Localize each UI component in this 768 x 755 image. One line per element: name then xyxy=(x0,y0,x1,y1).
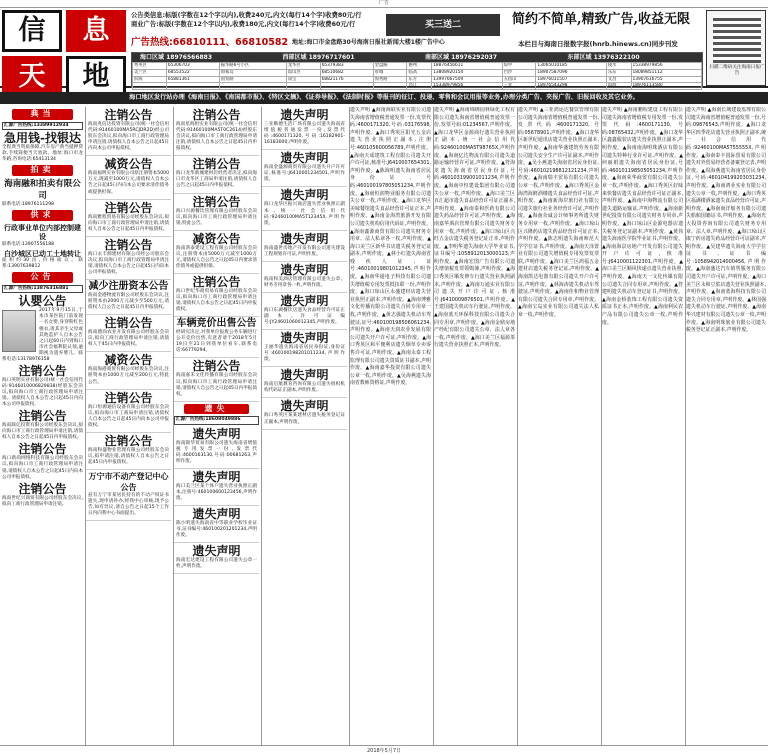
district-cell: 文昌 xyxy=(606,76,631,83)
column-notices-2 xyxy=(173,107,259,745)
rate-line: 公告类信息:标版(字数在12个字以内),收费240元,内文(每行14个字)收费80元/行 xyxy=(131,12,362,19)
notice-body: 海南启航教育咨询有限公司遗失组织机构代码证正副本,声明作废。 xyxy=(264,382,345,394)
district-cell: 海甸岛 xyxy=(219,69,286,76)
notice-body: 海南嘉禾文化传播有限公司经股东会决议,拟向海口市工商行政管理局申请注销,请债权人自公告之日起45日内申报债权。 xyxy=(176,373,257,397)
district-cell xyxy=(219,83,286,90)
notice-body: 海口龙华区振兴商店遗失营业执照正副本,统一社会信用代码:92460100MA5T12345X,声明作废。 xyxy=(264,202,345,226)
ad-body: 联系电话:13907556188 xyxy=(2,241,55,247)
ad-hotline: 汇源广告热线:18608049886 xyxy=(174,416,259,424)
district-grid xyxy=(132,62,702,90)
district-cell: 18976113580 xyxy=(631,83,702,90)
logo-char: 息 xyxy=(66,10,126,52)
district-cell: 府城 xyxy=(373,69,407,76)
issue-date: 2018年5月7日 xyxy=(0,745,768,755)
district-cell: 乐东 xyxy=(606,69,631,76)
section-header: 公告 xyxy=(12,272,73,283)
notice-title: 注销公告 xyxy=(104,108,153,122)
qr-code-icon xyxy=(713,15,761,63)
district-header: 东部区域 13976322100 xyxy=(567,54,640,61)
notice-title: 车辆竞价出售公告 xyxy=(176,318,257,330)
district-cell: 13065010185 xyxy=(536,63,606,70)
address: 地址:海口市金盘路30号海南日报社新闻大楼1楼广告中心 xyxy=(292,39,445,46)
district-cell: 琼山区 xyxy=(286,69,320,76)
rate-line: 商业广告:标版(字数在12个字以内),收费180元,内文(每行14个字)收费60元/行 xyxy=(131,21,356,29)
district-cell: 金盘路 xyxy=(373,63,407,70)
district-cell: 琼中 xyxy=(502,63,536,70)
notice-title: 注销公告 xyxy=(104,390,153,405)
district-cell: 陵水 xyxy=(606,63,631,70)
notice-title: 注销公告 xyxy=(104,433,153,448)
district-row xyxy=(133,83,702,90)
notice-title: 注销公告 xyxy=(104,200,153,215)
section-header: 拍卖 xyxy=(12,165,73,176)
notice-body: 海口龙华新城建材店经营者决定,拟向海口市龙华区工商局申请注销,请债权人自公告之日起45日内申报债权。 xyxy=(176,171,257,189)
notice-title: 遗失声明 xyxy=(192,469,241,484)
district-cell: 临高 xyxy=(407,69,432,76)
notice-body: 海南德尚农业开发有限公司经股东会决议,拟向工商行政管理局申请注销,请债权人于45日内申报债权。 xyxy=(88,330,169,348)
notice-body: 海南和美酒店管理有限公司遗失公章、财务专用章各一枚,声明作废。 xyxy=(264,276,345,288)
district-cell: 13907616755 xyxy=(631,76,702,83)
column-lost-6 xyxy=(685,107,766,745)
notice-title: 遗失声明 xyxy=(280,293,329,308)
notice-title: 注销公告 xyxy=(18,363,67,378)
ad-body: 面积约30亩,价格面议。联系:13907639812 xyxy=(2,258,83,270)
notice-title: 注销公告 xyxy=(104,237,153,252)
district-cell: 美兰区 xyxy=(133,69,167,76)
ad-title: 白沙城区已动工土地转让 xyxy=(4,248,81,258)
page-section-label: 广告 xyxy=(0,0,768,8)
qr-caption: 扫描二维码关注海南日报广告 xyxy=(709,65,765,76)
district-cell: 13997667509 xyxy=(432,76,502,83)
district-cell: 68821176 xyxy=(320,76,373,83)
notice-body: 海南联亿投资有限公司经股东会决议,拟向海口市工商行政管理局申请注销,请债权人自本公告之日起45日内申报债权。 xyxy=(2,423,83,441)
notice-body: 海口美兰区某个体户遗失营业执照正副本,注册号:460100600123456,声明作废。 xyxy=(176,483,257,502)
notice-title: 减资公告 xyxy=(104,353,153,368)
district-cell: 68553522 xyxy=(166,69,219,76)
notice-title: 注销公告 xyxy=(18,481,67,496)
district-cell: 三亚 xyxy=(502,83,536,90)
notice-title: 减资公告 xyxy=(104,157,153,172)
notice-body: 海南盛世房地产开发有限公司遗失建设工程规划许可证,声明作废。 xyxy=(264,245,345,257)
district-cell: 18876456611 xyxy=(432,63,502,70)
ad-hotline: 汇源广告热线:13876316881 xyxy=(2,285,83,293)
district-cell: 五指山 xyxy=(502,76,536,83)
notice-title: 认婴公告 xyxy=(18,294,67,309)
district-cell xyxy=(373,83,407,90)
district-cell: 南宝 xyxy=(286,76,320,83)
notice-body: 海南金盛源商贸有限公司遗失开户许可证,核准号:J6410001234501,声明作废。 xyxy=(264,165,345,183)
ad-body: 联系电话:18976111298 xyxy=(2,201,55,207)
district-cell: 振华路6号小区 xyxy=(219,63,286,70)
notice-title: 减少注册资本公告 xyxy=(88,281,169,292)
column-lost-1 xyxy=(261,107,347,745)
district-cell: 68510682 xyxy=(320,69,373,76)
ad-title: 行政事业单位内部控制建设 xyxy=(4,222,81,242)
notice-list: 遗失声明 ▲三亚鸿运达餐饮管理有限公司遗失海南省增值税普通发票一份,发票代码:4600171320,号码:05678901,声明作废。▲海口龙华区新世纪通讯店遗失营业执照正副本,声明作废。▲海南华盛建筑劳务有限公司遗失安全生产许可证副本,声明作废。▲吴小燕遗失海南省居民身份证,号码:460102198812121234,声明作废。▲海南瑞丰贸易有限公司遗失公章一枚,声明作废。▲海口秀英区金海湾海鲜酒楼遗失食品经营许可证,声明作废。▲海南新海岸旅行社有限公司遗失旅行社业务经营许可证,声明作废。▲海南众诚会计师事务所遗失财务专用章一枚,声明作废。▲海口琼山区兴隆药店遗失药品经营许可证正本,声明作废。▲陈志明遗失海南师范大学学位证书,声明作废。▲海南天泽置业有限公司遗失增值税专用发票发票联,声明作废。▲海口美兰区鸿福五金建材店遗失税务登记证,声明作废。▲海南凯达电器有限公司遗失开户许可证,声明作废。▲林海涛遗失机动车驾驶证,声明作废。▲海南佳和物业管理有限公司遗失合同专用章,声明作废。▲海南宝岛实业有限公司遗失法人私章一枚,声明作废。 xyxy=(518,107,599,319)
notice-body: 海口世纪华商贸易有限公司经股东会决议,拟向海口市工商行政管理局申请注销,请债权人自本公告之日起45日内申报债权。 xyxy=(176,288,257,313)
notice-title: 遗失声明 xyxy=(280,231,329,246)
notice-body: 海南宏达建设工程有限公司遗失公章一枚,声明作废。 xyxy=(176,558,257,570)
notice-title: 注销公告 xyxy=(192,194,241,209)
column-lost-2 xyxy=(349,107,431,745)
column-lost-3 xyxy=(433,107,515,745)
notice-title: 遗失声明 xyxy=(280,108,329,122)
district-cell: 15338979856 xyxy=(631,63,702,70)
notice-list: 遗失声明 ▲海南鹏程建设工程有限公司遗失海南省增值税专用发票一份,发票代码:4600171130,号码:08765432,声明作废。▲海口龙华区鑫鑫服装店遗失营业执照正副本,声明作废。▲海南南海明珠酒店有限公司遗失特种行业许可证,声明作废。▲何丽娟遗失海南省居民身份证,号码:460101198505051234,声明作废。▲海南荣华商贸有限公司遗失公章一枚,声明作废。▲海口秀英区好味来快餐店遗失食品经营许可证正副本,声明作废。▲海南中海物流有限公司遗失道路运输证,声明作废。▲海南新世纪投资有限公司遗失财务专用章,声明作废。▲海口琼山区金源电器店遗失税务登记证副本,声明作废。▲黄伟遗失海南医学院毕业证书,声明作废。▲海南海景房地产开发有限公司遗失开户许可证,核准号:J6410001122301,声明作废。▲海口美兰区顺风快递点遗失营业执照,声明作废。▲海南天一文化传媒有限公司遗失合同专用章,声明作废。▲符建明遗失机动车登记证书,声明作废。▲海南金桥装饰工程有限公司遗失资质证书正本,声明作废。▲海南利民农产品有限公司遗失公章一枚,声明作废。 xyxy=(602,107,683,326)
district-cell: 滨海 xyxy=(133,76,167,83)
district-table xyxy=(131,52,703,88)
district-cell: 儋州 xyxy=(407,63,432,70)
district-cell xyxy=(320,83,373,90)
infant-photo xyxy=(2,310,36,352)
district-cell: 龙华区 xyxy=(286,63,320,70)
notice-body: 海口英明实业有限公司(统一社会信用代码:9146010006829838)经股东会决议,拟向海口市工商行政管理局申请注销。请债权人自本公告之日起45日内向本公司申报债权。 xyxy=(2,377,83,408)
district-cell: 18976543298 xyxy=(536,83,606,90)
column-notices-1 xyxy=(85,107,171,745)
notice-title: 注销公告 xyxy=(192,359,241,374)
district-header: 西部区域 18976717601 xyxy=(282,54,355,61)
district-row xyxy=(133,63,702,70)
notice-list: 遗失声明 ▲海南长城建设监理有限公司遗失海南省增值税普通发票一份,号码:09876543,声明作废。▲海口龙华区四季花店遗失营业执照正副本,统一社会信用代码:92460100MA5T55555X,声明作废。▲海南泰丰国际贸易有限公司遗失对外贸易经营者备案登记表,声明作废。▲周海燕遗失海南省居民身份证,号码:460104199203031234,声明作废。▲海南鸿业实业有限公司遗失公章一枚,声明作废。▲海口秀英区福满楼酒家遗失食品经营许可证,声明作废。▲海南南洋船务有限公司遗失船舶国籍证书,声明作废。▲海南光大投资咨询有限公司遗失财务专用章、法人章,声明作废。▲海口琼山区康宁药房遗失药品经营许可证副本,声明作废。▲吴建华遗失海南大学学位证书,证书编号:1058942014000456,声明作废。▲海南盛达汽车销售服务有限公司遗失开户许可证,声明作废。▲海口美兰区永和豆浆店遗失营业执照副本,声明作废。▲海南蓝海科技有限公司遗失合同专用章,声明作废。▲林国强遗失机动车行驶证,声明作废。▲海南华兴建材有限公司遗失公章一枚,声明作废。▲海南明珠旅业有限公司遗失税务登记证正副本,声明作废。 xyxy=(686,107,766,334)
notice-list: 遗失声明 ▲海南锦绣园林绿化工程有限公司遗失海南省增值税普通发票一份,发票号码:01234567,声明作废。▲海口龙华区金源商行遗失营业执照正副本,统一社会信用代码:92460100MA5T98765X,声明作废。▲海南亿达物流有限公司遗失道路运输经营许可证,声明作废。▲符海龙遗失海南省居民身份证,号码:460103199001011234,声明作废。▲海南中恒建设集团有限公司遗失公章一枚,声明作废。▲海口美兰区百汇超市遗失食品经营许可证正副本,声明作废。▲海南泰和医药有限公司遗失药品经营许可证,声明作废。▲海南嘉华酒店管理有限公司遗失财务专用章一枚,声明作废。▲海口琼山区兴旺五金店遗失税务登记证正本,声明作废。▲李明华遗失海南大学毕业证书,证书编号:1058912013000123,声明作废。▲海南宏图广告有限公司遗失增值税发票领购簿,声明作废。▲海口秀英区顺发修车行遗失营业执照副本,声明作废。▲海南万通实业有限公司遗失开户许可证,核准号:J6410009876501,声明作废。▲王建国遗失机动车行驶证,声明作废。▲海南蓝天环保科技有限公司遗失合同专用章,声明作废。▲海南金鼎房地产经纪有限公司遗失公章、法人章各一枚,声明作废。▲海口美兰区福源茶行遗失营业执照正本,声明作废。 xyxy=(434,107,515,349)
notice-title: 注销公告 xyxy=(192,157,241,172)
district-cell xyxy=(166,83,219,90)
notice-body: 海口永丰源建材有限公司经公司股东会决议,拟向海口市工商行政管理局申请注销,请债权人自本公告之日起45日内向本公司申报债权。 xyxy=(88,251,169,275)
notice-body: 海南福明实业有限公司原注册资本5000万元,现减至1000万元,请债权人自本公告之日起45日内向本公司要求清偿债务或提供担保。 xyxy=(88,171,169,195)
promo-badge: 买三送二 xyxy=(386,14,500,36)
notice-title: 遗失声明 xyxy=(192,426,241,441)
district-cell xyxy=(133,83,167,90)
distribution-banner: 海口地区发行站办理《海南日报》、《南国都市报》、《特区文摘》、《证券导报》、《法制时报》等报刊的征订、投递、零售和会议用报等业务,办理分类广告、夹报广告、旧报回收及其它业务。 xyxy=(0,92,768,104)
notice-title: 遗失声明 xyxy=(280,399,329,414)
ad-title: 海南融和拍卖有限公司 xyxy=(4,178,81,201)
district-cell: 东方 xyxy=(407,76,432,83)
notice-body: 海南世纪兴商贸有限公司经股东会决议,拟向工商行政管理局申请注销。 xyxy=(2,495,83,507)
district-header: 南部区域 18976292037 xyxy=(425,54,498,61)
notice-title: 遗失声明 xyxy=(192,544,241,559)
notice-title: 遗失声明 xyxy=(192,507,241,522)
slogan: 简约不简单,精致广告,收益无限 xyxy=(512,12,691,27)
district-cell: 65379383 xyxy=(320,63,373,70)
notice-title: 遗失声明 xyxy=(280,188,329,203)
ad-hotline: 汇源广告热线:13389912934 xyxy=(2,122,83,130)
ad-title: 急用钱-找银达 xyxy=(4,130,81,145)
district-cell: 18907587096 xyxy=(536,69,606,76)
notice-body: 海口兴源餐饮管理有限公司经股东会决议,拟向海口市工商行政管理局申请注销,特此公告。 xyxy=(176,208,257,226)
notice-list: 遗失声明 ▲海南海联实业有限公司遗失海南省增值税普通发票一份,发票代码:4600171320,号码:03176598,声明作废。▲海口秀英区阳光五金店遗失营业执照正副本,注册号:460105600056789,声明作废。▲海南天成建筑工程有限公司遗失开户许可证,核准号:J6410007654301,声明作废。▲陈海明遗失海南省居民身份证,号码:460100197805051234,声明作废。▲海南恒润物业服务有限公司遗失公章一枚,声明作废。▲海口龙华区美味餐馆遗失食品经营许可证正本,声明作废。▲海南金海湾旅游开发有限公司遗失机构信用代码证,声明作废。▲海南鑫源商贸有限公司遗失财务专用章、法人私章各一枚,声明作废。▲海口美兰区新华书店遗失税务登记证副本,声明作废。▲林小红遗失海南省残疾人证,证号:46010019801012345,声明作废。▲海南华通电子科技有限公司遗失增值税专用发票抵扣联一份,声明作废。▲海口琼山区永盛建材店遗失营业执照正副本,声明作废。▲海南博雅文化传播有限公司遗失合同专用章一枚,声明作废。▲黄志强遗失机动车驾驶证,证号:460100198506061234,声明作废。▲海南天润农业发展有限公司遗失开户许可证,声明作废。▲海口秀英区和平便利店遗失烟草专卖零售许可证,声明作废。▲海南永泰工程监理有限公司遗失资质证书副本,声明作废。▲海南嘉华投资有限公司遗失公章一枚,声明作废。▲吴海燕遗失海南省教师资格证,声明作废。 xyxy=(350,107,431,387)
notice-title: 注销公告 xyxy=(192,108,241,122)
district-row xyxy=(133,76,702,83)
notice-body: 兹有万宁市某居民持有的不动产权证书遗失,现申请补办,经我中心审核,现予公告,如有异议,请自公告之日起15个工作日内向我中心书面提出。 xyxy=(88,492,169,516)
notice-body: 海南雅程贸易有限公司经股东会决议,拟向海口市工商行政管理局申请注销,请债权人自本公告之日起45日内申报债权。 xyxy=(88,214,169,232)
website-note: 本栏目与海南日报数字报(hnrb.hinews.cn)同步刊发 xyxy=(518,40,678,48)
notice-body: 经研究决定,对我单位报废公务车辆进行公开竞价出售,有意者请于2018年5月19日至21日到我单位看车,联系电话:66779294。 xyxy=(176,330,257,354)
notice-title: 减资公告 xyxy=(192,231,241,246)
hotline: 广告热线:66810111、66810582 xyxy=(131,37,289,48)
notice-body: 海南海港商贸有限公司经股东会决议,注册资本由1000万元减至200万元,特此公告。 xyxy=(88,367,169,385)
district-cell: 18976011507 xyxy=(536,76,606,83)
notice-body: 海口秀英区某某建材店遗失税务登记证正副本,声明作废。 xyxy=(264,413,345,425)
notice-title: 注销公告 xyxy=(18,409,67,424)
notice-body: 海南和盛物业管理有限公司经股东会决议,拟申请注销,请债权人自本公告之日起45日内申报债权。 xyxy=(88,447,169,465)
district-cell: 65881361 xyxy=(166,76,219,83)
district-cell: 海秀路 xyxy=(373,76,407,83)
notice-body: 海南星海恒实业有限公司(统一社会信用代码:91460100MA5T0C2614)经股东会决议,拟向海口市工商行政管理局申请注销,请债权人自本公告之日起45日内申报债权。 xyxy=(176,122,257,152)
notice-title: 遗失声明 xyxy=(280,331,329,346)
district-cell: 国贸路 xyxy=(219,76,286,83)
column-lost-4 xyxy=(517,107,599,745)
notice-title: 遗失声明 xyxy=(280,368,329,383)
notice-title: 注销公告 xyxy=(192,274,241,289)
district-cell xyxy=(286,83,320,90)
logo-char: 地 xyxy=(66,56,126,98)
notice-body: 海南鸿泰建设工程有限公司经股东会决议,注册资本由5000万元减至1000万元,请债权人自公告之日起45日内要求清偿债务或提供担保。 xyxy=(176,245,257,269)
notice-title: 注销公告 xyxy=(104,316,153,331)
qr-code xyxy=(706,10,766,86)
notice-body: 海南金港物流有限公司经股东会决议,注册资本由2000万元减少至500万元,请债权人自公告之日起45日内申报债权。 xyxy=(88,293,169,311)
notice-title: 万宁市不动产登记中心公告 xyxy=(88,471,169,492)
column-classified xyxy=(2,107,83,745)
section-header: 典当 xyxy=(12,109,73,120)
rate-info xyxy=(131,11,411,29)
notice-body: 海口恒源通信设备有限公司经股东会决议,拟向海口市工商局申请注销,请债权人自本公告之日起45日内向本公司申报债权。 xyxy=(88,404,169,428)
district-cell: 13808920154 xyxy=(432,69,502,76)
ad-body: 全程典当资质保障,汽车房产典当抵押贷款,手续简便当天放款。地址:海口市龙华路,咨询电话:65413134 xyxy=(2,144,83,163)
district-header: 海口区域 18976566883 xyxy=(140,54,213,61)
district-cell: 昌江 xyxy=(407,83,432,90)
notice-body: 海南锦华贸易有限公司遗失海南省增值税专用发票一份,发票代码:4600163130,号码:00681263,声明作废。 xyxy=(176,440,257,464)
column-lost-5 xyxy=(601,107,683,745)
notice-title: 遗失声明 xyxy=(280,151,329,166)
section-header: 遗失 xyxy=(184,404,249,415)
notice-body: 海口新尚网络科技有限公司经股东会决议,拟向海口市工商行政管理局申请注销,请债权人自本公告之日起45日内向本公司申报债权。 xyxy=(2,456,83,480)
logo-char: 天 xyxy=(2,56,62,98)
district-cell: 15338979856 xyxy=(432,83,502,90)
notice-body: 海南兆信达投资有限公司(统一社会信用代码:91460100MA5RCJDR2D)经公司股东会决议,拟向海口市工商行政管理局申请注销,请债权人自本公告之日起45日内向本公司申报债权。 xyxy=(88,122,169,152)
notice-body: 陈小明遗失海南省中等职业学校毕业证书,证书编号:460100201201234,声明作废。 xyxy=(176,521,257,539)
notice-title: 遗失声明 xyxy=(280,262,329,277)
district-cell: 65306703 xyxy=(166,63,219,70)
logo-char: 信 xyxy=(2,10,62,52)
section-header: 供求 xyxy=(12,210,73,221)
notice-title: 注销公告 xyxy=(18,442,67,457)
notice-body: 三亚顺德生活广场有限公司遗失海南省增值税普通发票一份,发票代码:4600171320,号码:16182901-16183000,声明作废。 xyxy=(264,122,345,146)
district-cell: 白沙 xyxy=(502,69,536,76)
notice-body: 海口东湖餐饮店遗失食品经营许可证正副本,许可证编号:JY24601060012345,声明作废。 xyxy=(264,307,345,326)
notice-body: 2017年9月15日,于本市某医院门前发现一名女婴,身穿粉红色棉衣,请其亲生父母或其他监护人自本公告之日起60日内到海口市社会福利院认领,逾期视为遗弃婴儿。联系电话:13178976158 xyxy=(2,308,83,362)
district-row xyxy=(133,69,702,76)
district-cell: 18089851112 xyxy=(631,69,702,76)
district-cell: 琼海 xyxy=(606,83,631,90)
masthead xyxy=(0,8,768,93)
district-cell: 秀英区 xyxy=(133,63,167,70)
notice-body: 王丽华遗失海南省居民身份证,身份证号:460100198201011234,声明作废。 xyxy=(264,345,345,363)
logo xyxy=(2,10,126,93)
